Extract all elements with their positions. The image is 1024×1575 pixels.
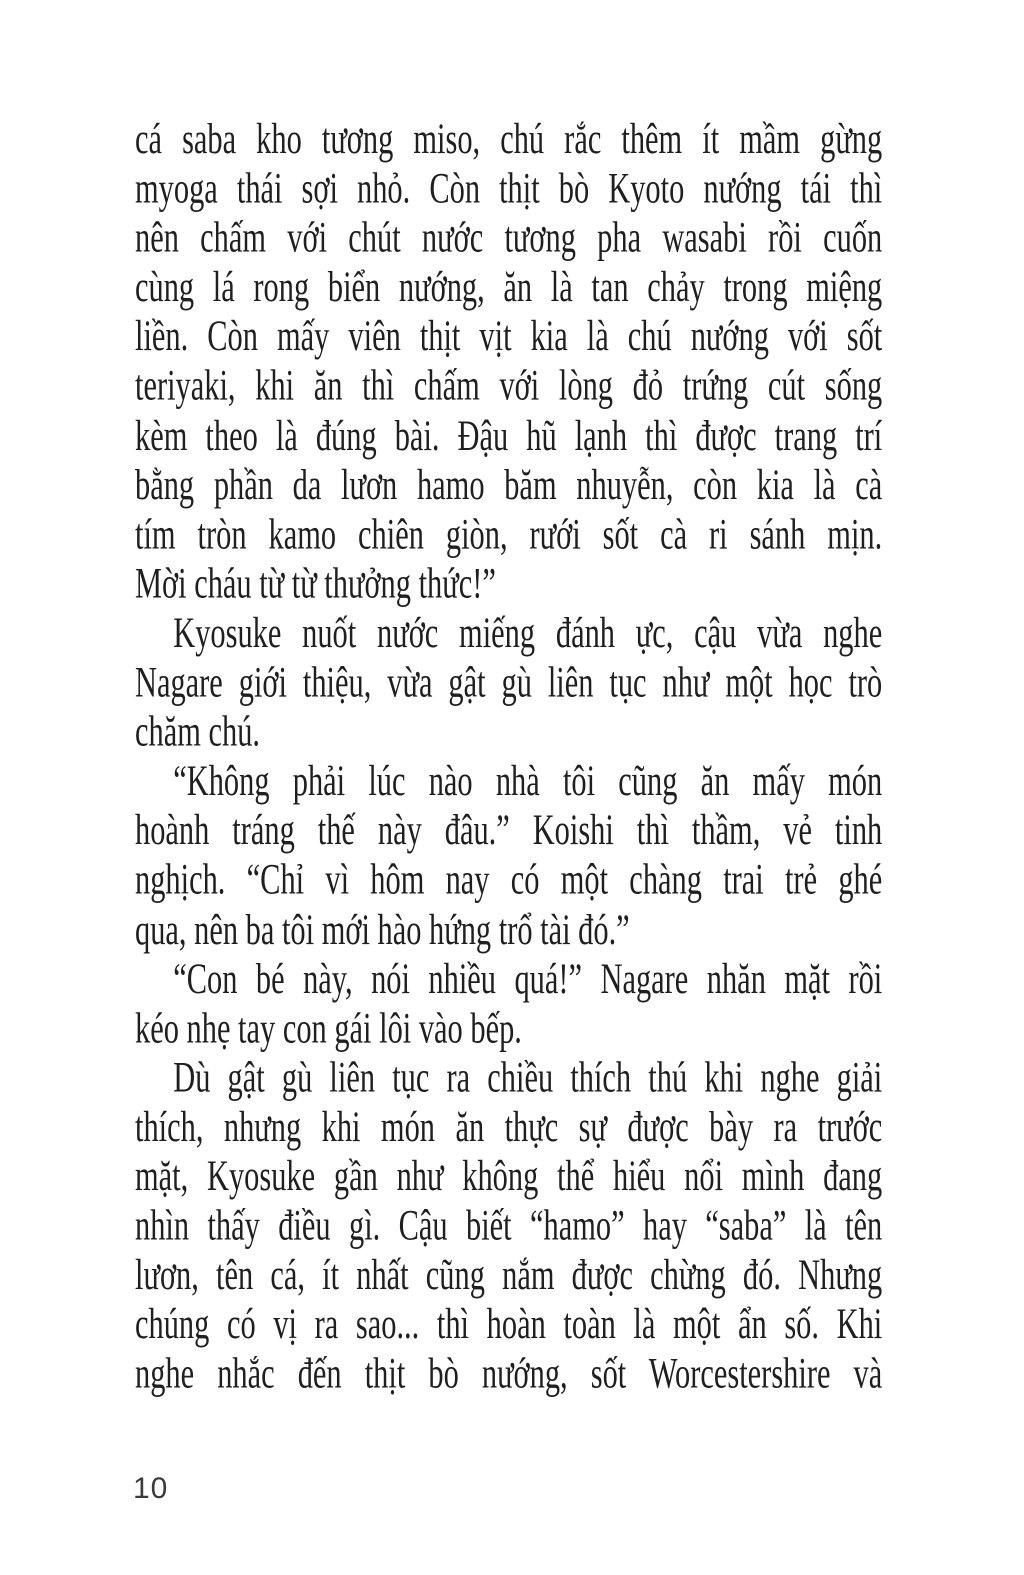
page-number: 10 [133,1472,169,1505]
text-line: qua, nên ba tôi mới hào hứng trổ tài đó.” [135,905,630,954]
text-line: thích, nhưng khi món ăn thực sự được bày ra trước [135,1102,883,1151]
text-line: nghịch. “Chỉ vì hôm nay có một chàng trai trẻ ghé [135,855,883,904]
text-line: Dù gật gù liên tục ra chiều thích thú khi nghe giải [173,1053,883,1102]
text-line: kéo nhẹ tay con gái lôi vào bếp. [135,1003,522,1053]
text-line: tím tròn kamo chiên giòn, rưới sốt cà ri sánh mịn. [135,510,883,559]
text-line: “Không phải lúc nào nhà tôi cũng ăn mấy món [173,757,883,806]
text-block [135,115,882,1399]
text-line: chúng có vị ra sao... thì hoàn toàn là một ẩn số. Khi [135,1300,883,1349]
text-line: bằng phần da lươn hamo băm nhuyễn, còn kia là cà [135,460,883,509]
text-line: Kyosuke nuốt nước miếng đánh ực, cậu vừa nghe [173,608,883,658]
text-line: teriyaki, khi ăn thì chấm với lòng đỏ trứng cút sống [135,361,883,411]
text-line: lươn, tên cá, ít nhất cũng nắm được chừng đó. Nhưng [135,1250,883,1300]
text-line: nên chấm với chút nước tương pha wasabi rồi cuốn [135,213,883,262]
text-line: cùng lá rong biển nướng, ăn là tan chảy trong miệng [135,263,883,312]
text-line: Nagare giới thiệu, vừa gật gù liên tục như một học trò [135,658,883,707]
text-line: cá saba kho tương miso, chú rắc thêm ít mầm gừng [135,115,883,164]
text-line: hoành tráng thế này đâu.” Koishi thì thầm, vẻ tinh [135,806,883,855]
text-line: “Con bé này, nói nhiều quá!” Nagare nhăn mặt rồi [173,954,883,1003]
text-line: nghe nhắc đến thịt bò nướng, sốt Worcestershire và [135,1349,883,1398]
text-line: mặt, Kyosuke gần như không thể hiểu nổi mình đang [135,1152,883,1201]
text-line: myoga thái sợi nhỏ. Còn thịt bò Kyoto nướng tái thì [135,164,883,213]
text-line: liền. Còn mấy viên thịt vịt kia là chú nướng với sốt [135,312,883,361]
text-line: kèm theo là đúng bài. Đậu hũ lạnh thì được trang trí [135,411,883,460]
text-line: Mời cháu từ từ thưởng thức!” [135,559,496,608]
text-line: nhìn thấy điều gì. Cậu biết “hamo” hay “saba” là tên [135,1201,883,1250]
text-line: chăm chú. [135,707,261,756]
